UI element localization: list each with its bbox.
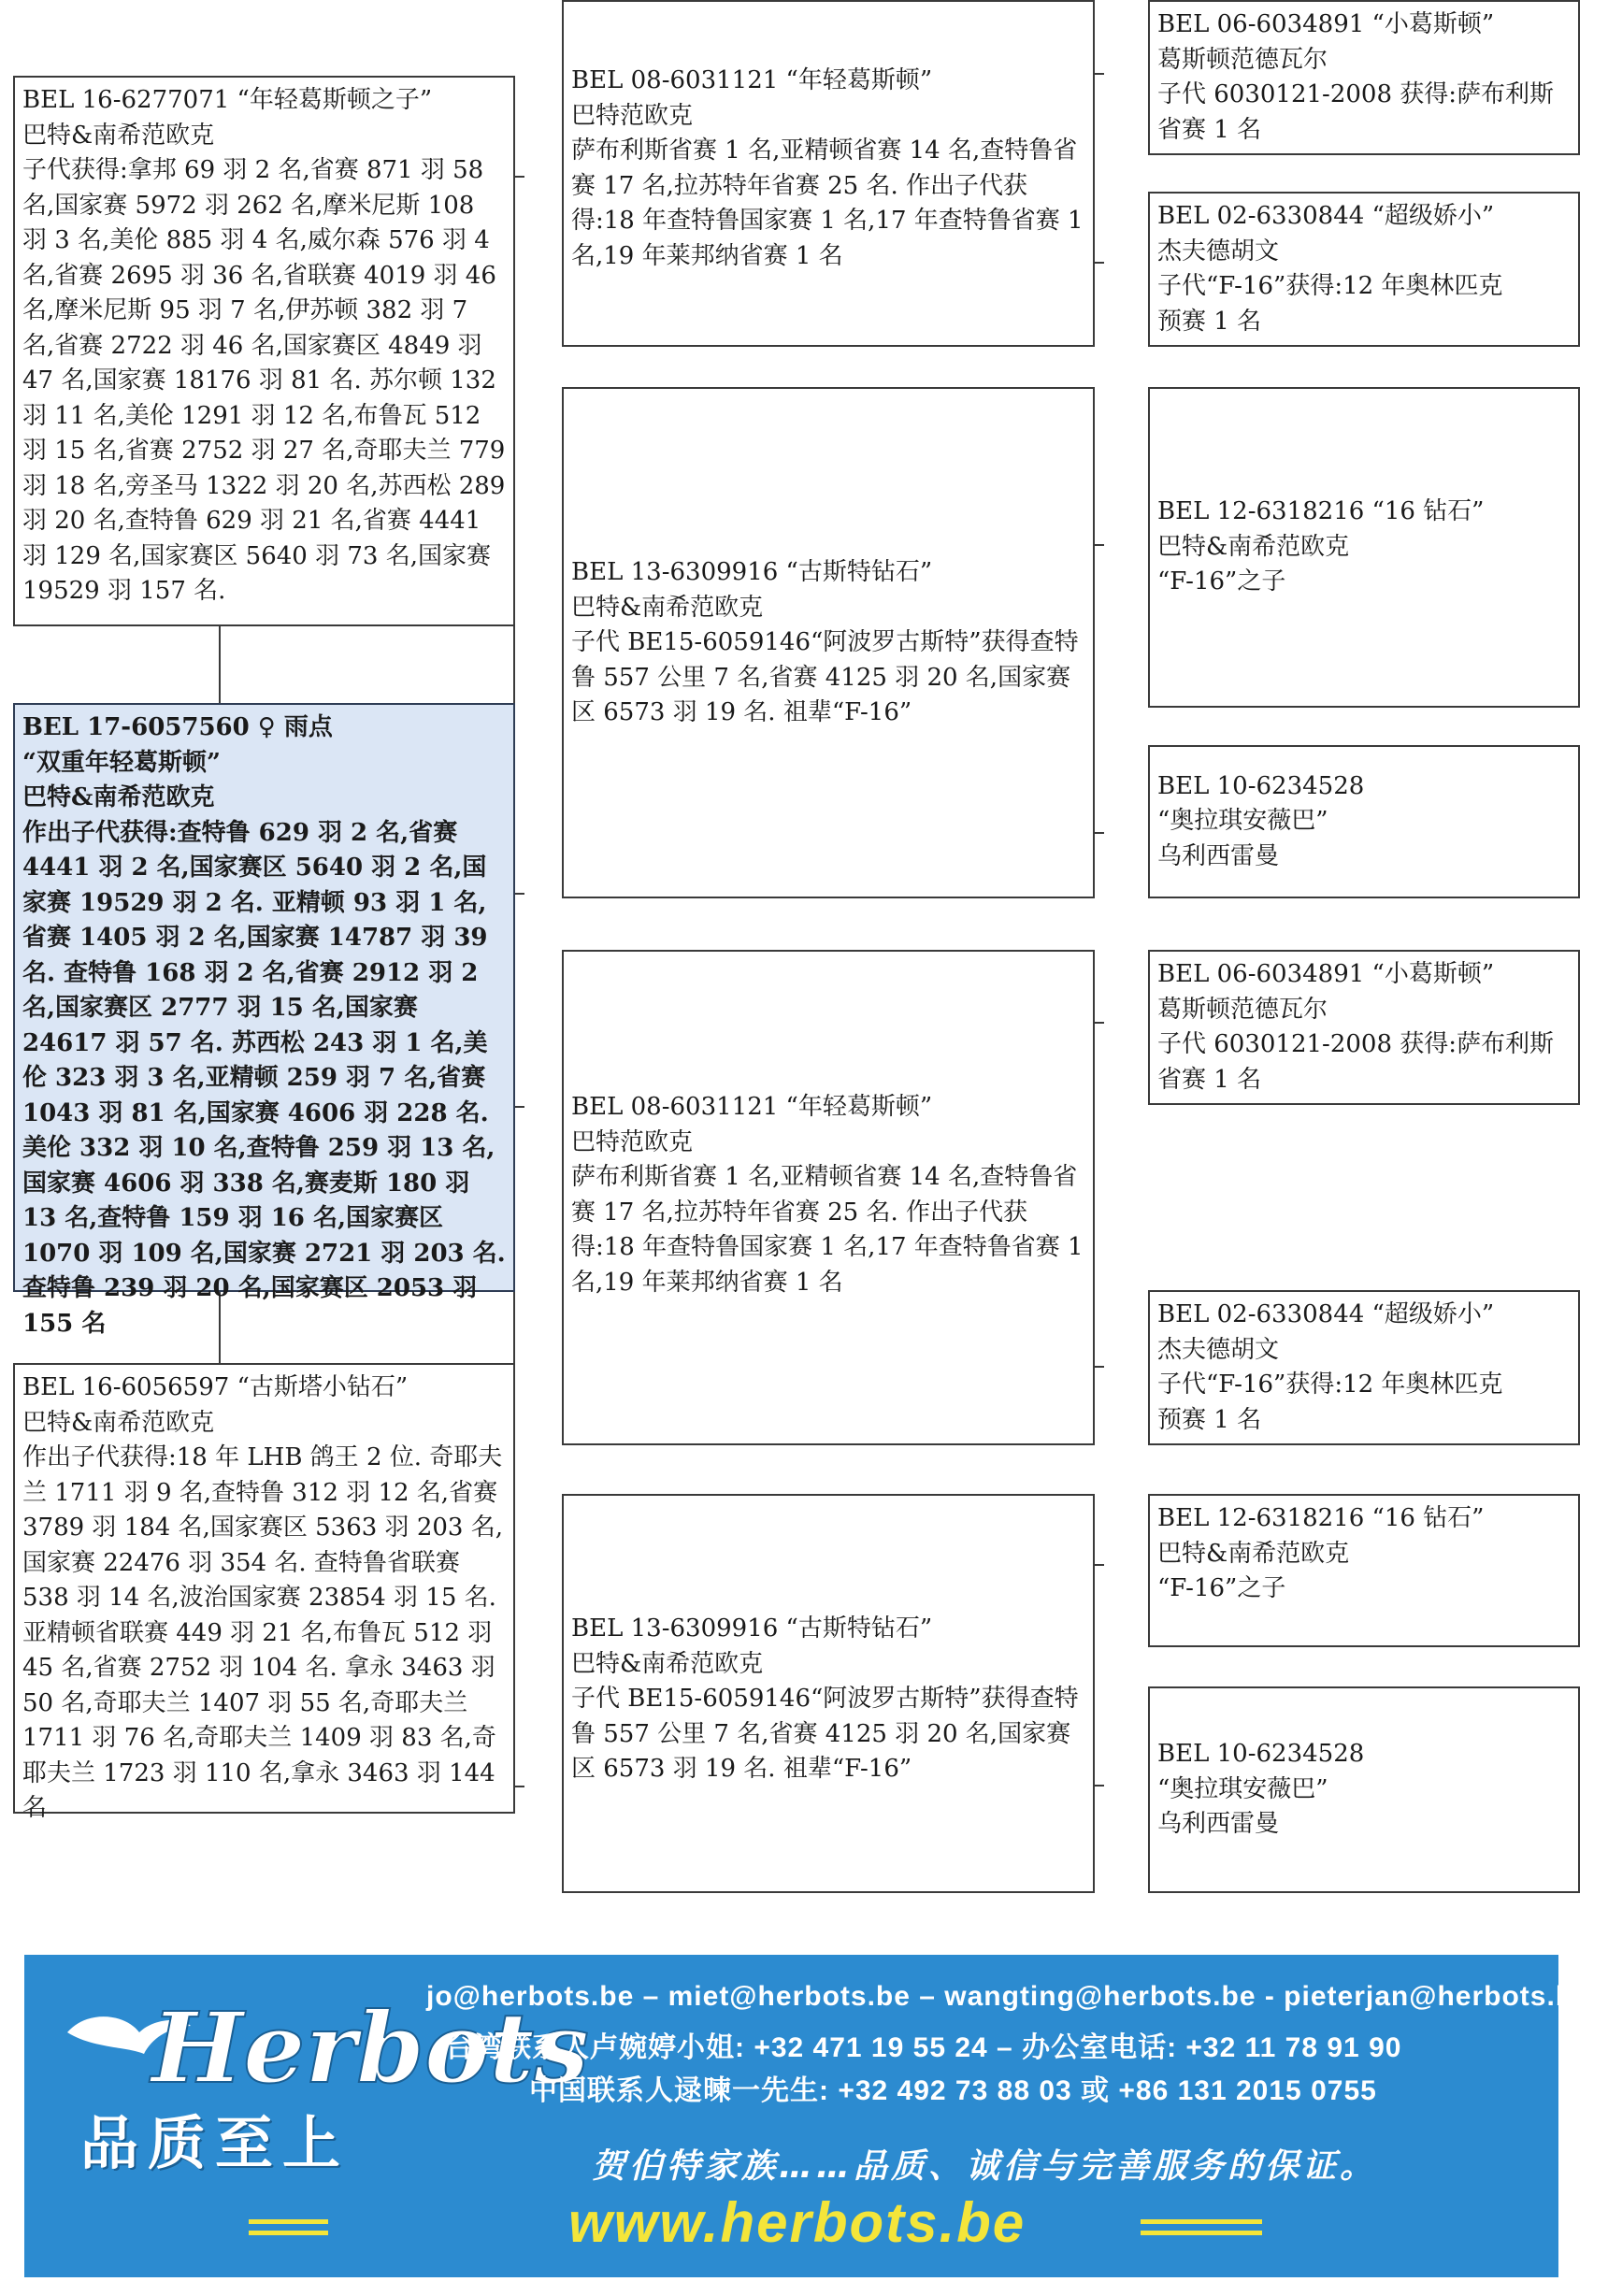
ggs-6-result-2: 预赛 1 名 bbox=[1157, 1405, 1262, 1434]
ggs-4-name: “奥拉琪安薇巴” bbox=[1157, 807, 1328, 836]
grandsire-1-card bbox=[562, 0, 1095, 347]
grandsire-2-breeder: 巴特范欧克 bbox=[571, 1127, 694, 1156]
ggs-8-name: “奥拉琪安薇巴” bbox=[1157, 1774, 1328, 1803]
subject-results: 作出子代获得:查特鲁 629 羽 2 名,省赛 4441 羽 2 名,国家赛区 5640 羽 2 名,国家赛 19529 羽 2 名. 亚精顿 93 羽 1 名,省赛 1405 羽 2 名,国家赛 14787 羽 39 名. 查特鲁 168 羽 2 名,省赛 2912 羽 2 名,国家赛区 2777 羽 15 名,国家赛 24617 羽 57 名. 苏西松 243 羽 1 名,美伦 323 羽 3 名,亚精顿 259 羽 7 名,省赛 1043 羽 81 名,国家赛 4606 羽 228 名. 美伦 332 羽 10 名,查特鲁 259 羽 13 名,国家赛 4606 羽 338 名,赛麦斯 180 羽 13 名,查特鲁 159 羽 16 名,国家赛区 1070 羽 109 名,国家赛 2721 羽 203 名. 查特鲁 239 羽 20 名,国家赛区 2053 羽 155 名 bbox=[22, 818, 506, 1338]
decor-line-right bbox=[1141, 2219, 1262, 2224]
ggs-1-breeder: 葛斯顿范德瓦尔 bbox=[1157, 45, 1328, 74]
sire-ring: BEL 16-6277071 “年轻葛斯顿之子” bbox=[22, 86, 433, 114]
ggs-8-ring: BEL 10-6234528 bbox=[1157, 1740, 1365, 1769]
ggs-6-card bbox=[1148, 1290, 1580, 1445]
ggs-3-breeder: 巴特&南希范欧克 bbox=[1157, 532, 1350, 561]
ggs-4-card bbox=[1148, 745, 1580, 898]
ggs-5-result: 子代 6030121-2008 获得:萨布利斯 bbox=[1157, 1030, 1555, 1058]
granddam-1-card bbox=[562, 387, 1095, 898]
ggs-7-ring: BEL 12-6318216 “16 钻石” bbox=[1157, 1504, 1485, 1532]
connector-sire-subject bbox=[219, 624, 221, 705]
ggs-1-card bbox=[1148, 0, 1580, 155]
ggs-2-card bbox=[1148, 192, 1580, 347]
grandsire-1-results: 萨布利斯省赛 1 名,亚精顿省赛 14 名,查特鲁省赛 17 名,拉苏特年省赛 25 名. 作出子代获得:18 年查特鲁国家赛 1 名,17 年查特鲁省赛 1 名,19 年莱邦纳省赛 1 名 bbox=[571, 136, 1084, 270]
ggs-5-card bbox=[1148, 950, 1580, 1105]
contact-taiwan: 台湾联系人卢婉婷小姐: +32 471 19 55 24 – 办公室电话: +32 11 78 91 90 bbox=[445, 2032, 1402, 2063]
ggs-2-result: 子代“F-16”获得:12 年奥林匹克 bbox=[1157, 272, 1503, 300]
granddam-1-ring: BEL 13-6309916 “古斯特钻石” bbox=[571, 558, 933, 586]
sire-breeder: 巴特&南希范欧克 bbox=[22, 121, 215, 150]
grandsire-2-card bbox=[562, 950, 1095, 1445]
granddam-2-results: 子代 BE15-6059146“阿波罗古斯特”获得查特鲁 557 公里 7 名,省赛 4125 羽 20 名,国家赛区 6573 羽 19 名. 祖辈“F-16” bbox=[571, 1685, 1079, 1783]
ggs-2-breeder: 杰夫德胡文 bbox=[1157, 237, 1280, 265]
ggs-1-ring: BEL 06-6034891 “小葛斯顿” bbox=[1157, 10, 1495, 38]
ggs-1-result-2: 省赛 1 名 bbox=[1157, 115, 1262, 144]
email-list[interactable]: jo@herbots.be – miet@herbots.be – wangting@herbots.be - pieterjan@herbots.be bbox=[426, 1981, 1590, 2012]
ggs-2-ring: BEL 02-6330844 “超级娇小” bbox=[1157, 202, 1495, 230]
decor-line-left-2 bbox=[249, 2231, 328, 2235]
ggs-1-result: 子代 6030121-2008 获得:萨布利斯 bbox=[1157, 80, 1555, 108]
granddam-1-results: 子代 BE15-6059146“阿波罗古斯特”获得查特鲁 557 公里 7 名,省赛 4125 羽 20 名,国家赛区 6573 羽 19 名. 祖辈“F-16” bbox=[571, 628, 1079, 726]
ggs-3-ring: BEL 12-6318216 “16 钻石” bbox=[1157, 497, 1485, 526]
contact-china: 中国联系人逯暕一先生: +32 492 73 88 03 或 +86 131 2015 0755 bbox=[529, 2075, 1377, 2106]
decor-line-left bbox=[249, 2219, 328, 2224]
grandsire-1-ring: BEL 08-6031121 “年轻葛斯顿” bbox=[571, 66, 933, 94]
grandsire-2-results: 萨布利斯省赛 1 名,亚精顿省赛 14 名,查特鲁省赛 17 名,拉苏特年省赛 25 名. 作出子代获得:18 年查特鲁国家赛 1 名,17 年查特鲁省赛 1 名,19 年莱邦纳省赛 1 名 bbox=[571, 1163, 1084, 1297]
ggs-4-ring: BEL 10-6234528 bbox=[1157, 771, 1365, 800]
sire-results: 子代获得:拿邦 69 羽 2 名,省赛 871 羽 58 名,国家赛 5972 羽 262 名,摩米尼斯 108 羽 3 名,美伦 885 羽 4 名,威尔森 576 羽 4 名,省赛 2695 羽 36 名,省联赛 4019 羽 46 名,摩米尼斯 95 羽 7 名,伊苏顿 382 羽 7 名,省赛 2722 羽 46 名,国家赛区 4849 羽 47 名,国家赛 18176 羽 81 名. 苏尔顿 132 羽 11 名,美伦 1291 羽 12 名,布鲁瓦 512 羽 15 名,省赛 2752 羽 27 名,奇耶夫兰 779 羽 18 名,旁圣马 1322 羽 20 名,苏西松 289 羽 20 名,查特鲁 629 羽 21 名,省赛 4441 羽 129 名,国家赛区 5640 羽 73 名,国家赛 19529 羽 157 名. bbox=[22, 156, 506, 605]
granddam-1-breeder: 巴特&南希范欧克 bbox=[571, 593, 764, 622]
subject-ring: BEL 17-6057560 ♀ 雨点 bbox=[22, 713, 333, 741]
subject-card bbox=[13, 703, 515, 1338]
ggs-2-result-2: 预赛 1 名 bbox=[1157, 307, 1262, 336]
herbots-logo-text: Herbots bbox=[151, 1990, 589, 2105]
ggs-4-breeder: 乌利西雷曼 bbox=[1157, 841, 1280, 870]
granddam-2-card bbox=[562, 1494, 1095, 1893]
ggs-6-breeder: 杰夫德胡文 bbox=[1157, 1335, 1280, 1364]
ggs-5-breeder: 葛斯顿范德瓦尔 bbox=[1157, 995, 1328, 1024]
footer-banner bbox=[24, 1955, 1590, 2277]
ggs-6-result: 子代“F-16”获得:12 年奥林匹克 bbox=[1157, 1370, 1503, 1399]
sire-card bbox=[13, 76, 515, 626]
granddam-2-breeder: 巴特&南希范欧克 bbox=[571, 1649, 764, 1678]
subject-name: “双重年轻葛斯顿” bbox=[22, 748, 221, 777]
ggs-5-ring: BEL 06-6034891 “小葛斯顿” bbox=[1157, 960, 1495, 988]
ggs-7-card bbox=[1148, 1494, 1580, 1647]
granddam-2-ring: BEL 13-6309916 “古斯特钻石” bbox=[571, 1614, 933, 1643]
tagline: 贺伯特家族……品质、诚信与完善服务的保证。 bbox=[592, 2147, 1378, 2186]
ggs-6-ring: BEL 02-6330844 “超级娇小” bbox=[1157, 1300, 1495, 1328]
subject-breeder: 巴特&南希范欧克 bbox=[22, 783, 215, 811]
ggs-7-note: “F-16”之子 bbox=[1157, 1574, 1286, 1602]
website-link[interactable]: www.herbots.be bbox=[568, 2191, 1027, 2254]
dam-results: 作出子代获得:18 年 LHB 鸽王 2 位. 奇耶夫兰 1711 羽 9 名,查特鲁 312 羽 12 名,省赛 3789 羽 184 名,国家赛区 5363 羽 203 名,国家赛 22476 羽 354 名. 查特鲁省联赛 538 羽 14 名,波治国家赛 23854 羽 15 名. 亚精顿省联赛 449 羽 21 名,布鲁瓦 512 羽 45 名,省赛 2752 羽 104 名. 拿永 3463 羽 50 名,奇耶夫兰 1407 羽 55 名,奇耶夫兰 1711 羽 76 名,奇耶夫兰 1409 羽 83 名,奇耶夫兰 1723 羽 110 名,拿永 3463 羽 144 名 bbox=[22, 1443, 503, 1822]
dam-breeder: 巴特&南希范欧克 bbox=[22, 1408, 215, 1437]
ggs-3-note: “F-16”之子 bbox=[1157, 567, 1286, 596]
ggs-8-card bbox=[1148, 1686, 1580, 1893]
ggs-8-breeder: 乌利西雷曼 bbox=[1157, 1810, 1280, 1839]
ggs-3-card bbox=[1148, 387, 1580, 708]
ggs-7-breeder: 巴特&南希范欧克 bbox=[1157, 1539, 1350, 1568]
ggs-5-result-2: 省赛 1 名 bbox=[1157, 1065, 1262, 1094]
slogan: 品质至上 bbox=[80, 2109, 351, 2177]
grandsire-1-breeder: 巴特范欧克 bbox=[571, 101, 694, 130]
decor-line-right-2 bbox=[1141, 2231, 1262, 2235]
dam-card bbox=[13, 1363, 515, 1822]
dam-ring: BEL 16-6056597 “古斯塔小钻石” bbox=[22, 1373, 409, 1401]
grandsire-2-ring: BEL 08-6031121 “年轻葛斯顿” bbox=[571, 1093, 933, 1121]
